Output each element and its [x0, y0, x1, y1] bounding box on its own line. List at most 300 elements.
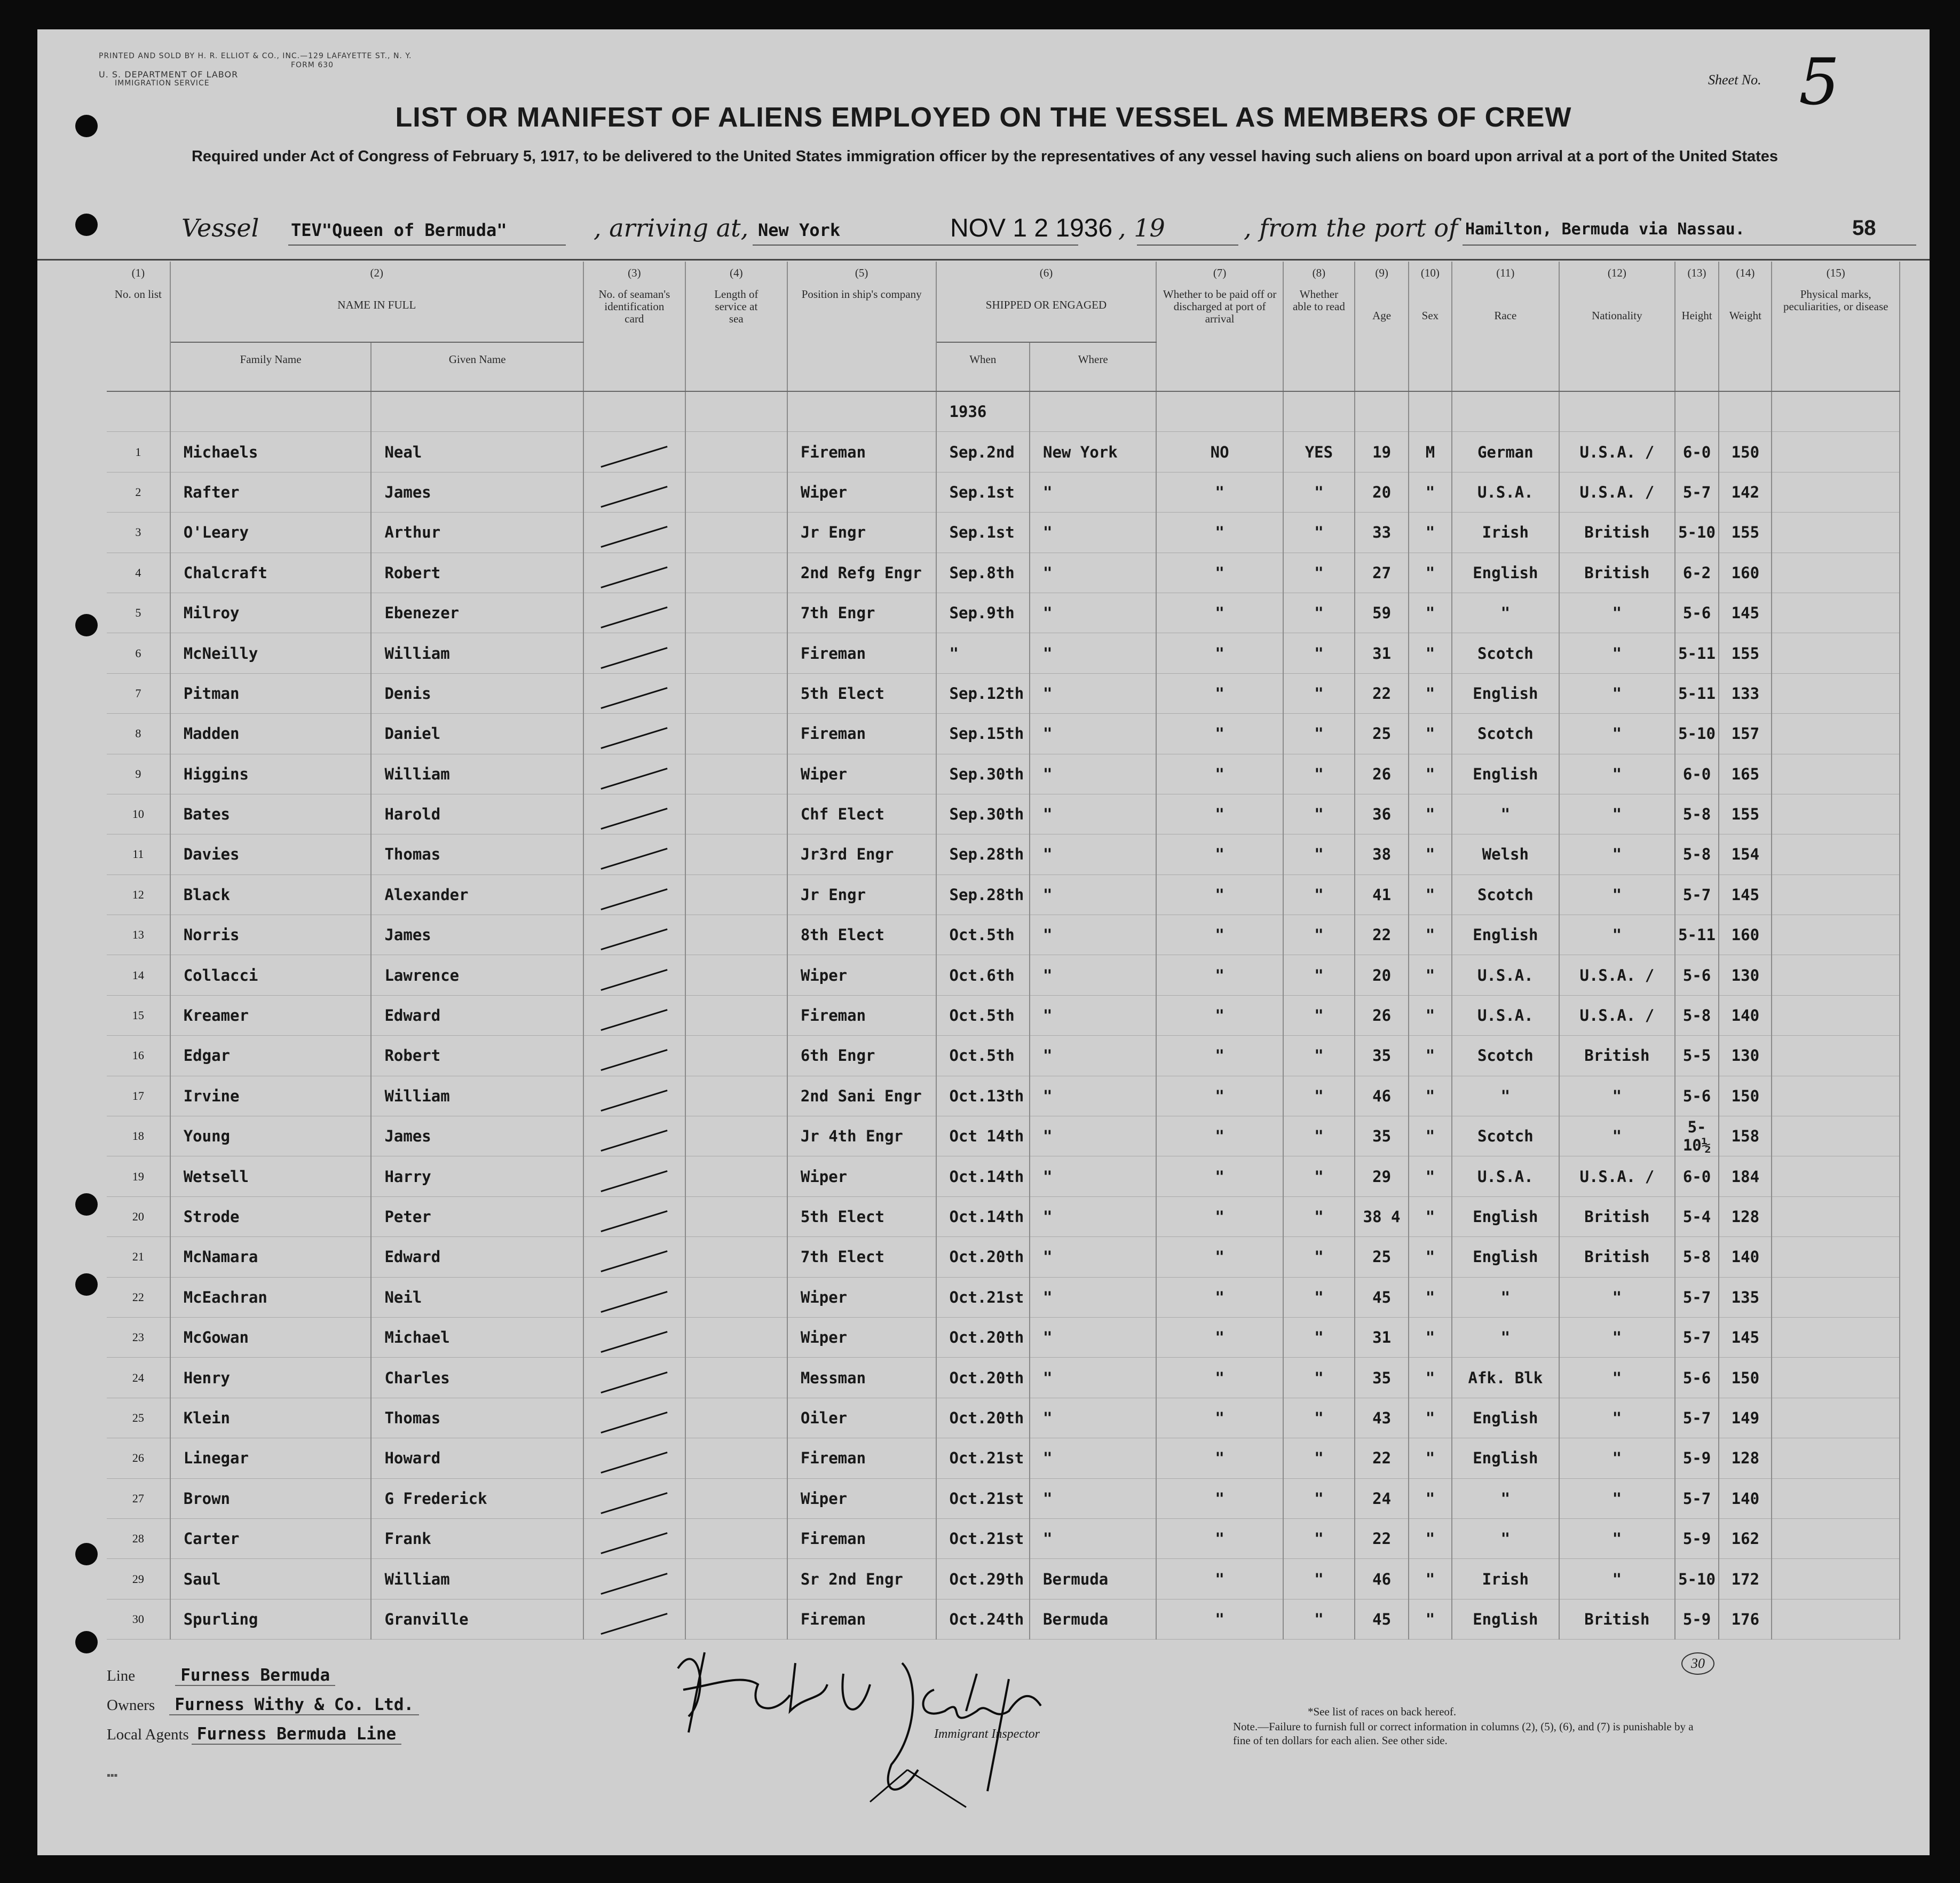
sex: " — [1409, 1076, 1452, 1116]
vessel-value: TEV"Queen of Bermuda" — [291, 220, 507, 240]
col8-number: (8) — [1283, 262, 1355, 288]
col14-number: (14) — [1719, 262, 1772, 288]
check-slash-mark — [601, 1372, 668, 1393]
position: Fireman — [787, 1599, 936, 1639]
age: 35 — [1355, 1358, 1409, 1398]
row-number: 23 — [107, 1317, 170, 1357]
race: English — [1452, 1237, 1559, 1277]
page-subtitle: Required under Act of Congress of February 5, 1917, to be delivered to the United States immigration officer by the representatives of any vessel having such aliens on board upon arrival at a port of the United States — [191, 148, 1779, 165]
given-name-header: Given Name — [371, 342, 583, 391]
punch-hole — [75, 1193, 98, 1216]
weight: 145 — [1719, 593, 1772, 633]
given-name: Granville — [371, 1599, 583, 1639]
nationality: " — [1559, 633, 1675, 673]
nationality: " — [1559, 874, 1675, 915]
shipped-where: " — [1030, 1438, 1156, 1478]
given-name: James — [371, 472, 583, 512]
sex: " — [1409, 955, 1452, 995]
punch-hole — [75, 614, 98, 636]
given-name: Robert — [371, 1036, 583, 1076]
physical-marks — [1772, 1358, 1900, 1398]
given-name: Thomas — [371, 1398, 583, 1438]
service-length — [685, 513, 787, 553]
given-name: James — [371, 915, 583, 955]
service-length — [685, 1438, 787, 1478]
race: Irish — [1452, 513, 1559, 553]
check-slash-mark — [601, 606, 668, 628]
check-slash-mark — [601, 1532, 668, 1554]
race: German — [1452, 432, 1559, 472]
nationality: " — [1559, 834, 1675, 874]
col9-number: (9) — [1355, 262, 1409, 288]
footer-agents-row — [107, 1724, 401, 1744]
family-name: Bates — [170, 794, 372, 834]
check-slash-mark — [601, 808, 668, 830]
check-slash-mark — [601, 1573, 668, 1595]
age: 46 — [1355, 1559, 1409, 1599]
row-number: 8 — [107, 714, 170, 754]
row-number: 27 — [107, 1478, 170, 1518]
table-row — [107, 1438, 1900, 1478]
sex: " — [1409, 1317, 1452, 1357]
seaman-id-card — [583, 1478, 685, 1518]
height: 5-9 — [1675, 1438, 1719, 1478]
given-name: William — [371, 1559, 583, 1599]
sex: " — [1409, 673, 1452, 713]
height: 5-9 — [1675, 1518, 1719, 1558]
able-to-read: " — [1283, 874, 1355, 915]
service-length — [685, 432, 787, 472]
nationality: U.S.A. / — [1559, 995, 1675, 1035]
position: Fireman — [787, 995, 936, 1035]
age: 25 — [1355, 714, 1409, 754]
height: 5-10 — [1675, 1559, 1719, 1599]
service-length — [685, 955, 787, 995]
weight: 158 — [1719, 1116, 1772, 1156]
shipped-when: Sep.12th — [936, 673, 1030, 713]
nationality: British — [1559, 1599, 1675, 1639]
shipped-when: Oct.14th — [936, 1196, 1030, 1236]
shipped-where: " — [1030, 1156, 1156, 1196]
weight: 160 — [1719, 553, 1772, 593]
family-name: McNamara — [170, 1237, 372, 1277]
paid-off: " — [1156, 1156, 1283, 1196]
weight: 130 — [1719, 1036, 1772, 1076]
shipped-when: Oct.29th — [936, 1559, 1030, 1599]
paid-off: " — [1156, 995, 1283, 1035]
seaman-id-card — [583, 1237, 685, 1277]
shipped-where: " — [1030, 513, 1156, 553]
weight: 130 — [1719, 955, 1772, 995]
family-name: Henry — [170, 1358, 372, 1398]
seaman-id-card — [583, 633, 685, 673]
position: Wiper — [787, 1156, 936, 1196]
where-header: Where — [1030, 342, 1156, 391]
physical-marks — [1772, 834, 1900, 874]
col3-header: No. of seaman's identification card — [583, 288, 685, 391]
service-length — [685, 472, 787, 512]
position: Wiper — [787, 1317, 936, 1357]
footer-line-row — [107, 1666, 335, 1685]
seaman-id-card — [583, 714, 685, 754]
table-row — [107, 1116, 1900, 1156]
age: 26 — [1355, 995, 1409, 1035]
table-row — [107, 915, 1900, 955]
position: Fireman — [787, 1438, 936, 1478]
position: Fireman — [787, 1518, 936, 1558]
weight: 176 — [1719, 1599, 1772, 1639]
able-to-read: " — [1283, 1036, 1355, 1076]
age: 22 — [1355, 673, 1409, 713]
physical-marks — [1772, 714, 1900, 754]
paid-off: " — [1156, 1116, 1283, 1156]
when-header: When — [936, 342, 1030, 391]
weight: 128 — [1719, 1196, 1772, 1236]
position: Jr Engr — [787, 513, 936, 553]
race: English — [1452, 754, 1559, 794]
shipped-where: " — [1030, 1398, 1156, 1438]
sex: " — [1409, 1599, 1452, 1639]
family-name: Milroy — [170, 593, 372, 633]
shipped-where: " — [1030, 874, 1156, 915]
shipped-when: Oct.24th — [936, 1599, 1030, 1639]
physical-marks — [1772, 1559, 1900, 1599]
shipped-when: Oct.21st — [936, 1478, 1030, 1518]
family-name: Linegar — [170, 1438, 372, 1478]
seaman-id-card — [583, 1398, 685, 1438]
shipped-when: Sep.30th — [936, 794, 1030, 834]
service-length — [685, 1559, 787, 1599]
check-slash-mark — [601, 1412, 668, 1433]
physical-marks — [1772, 1237, 1900, 1277]
table-row — [107, 1076, 1900, 1116]
service-length — [685, 915, 787, 955]
physical-marks — [1772, 874, 1900, 915]
age: 45 — [1355, 1599, 1409, 1639]
check-slash-mark — [601, 1452, 668, 1474]
nationality: U.S.A. / — [1559, 472, 1675, 512]
given-name: William — [371, 754, 583, 794]
nationality: " — [1559, 1358, 1675, 1398]
position: 8th Elect — [787, 915, 936, 955]
shipped-where: " — [1030, 1277, 1156, 1317]
physical-marks — [1772, 553, 1900, 593]
row-number: 1 — [107, 432, 170, 472]
table-row — [107, 633, 1900, 673]
check-slash-mark — [601, 727, 668, 749]
shipped-where: " — [1030, 593, 1156, 633]
age: 22 — [1355, 1518, 1409, 1558]
line-value: Furness Bermuda — [175, 1666, 335, 1686]
given-name: Denis — [371, 673, 583, 713]
shipped-where: New York — [1030, 432, 1156, 472]
seaman-id-card — [583, 915, 685, 955]
given-name: Peter — [371, 1196, 583, 1236]
race: English — [1452, 553, 1559, 593]
sex: " — [1409, 633, 1452, 673]
weight: 150 — [1719, 432, 1772, 472]
col7-header: Whether to be paid off or discharged at port of arrival — [1156, 288, 1283, 391]
punch-hole — [75, 1543, 98, 1565]
paid-off: " — [1156, 1599, 1283, 1639]
shipped-when: Sep.9th — [936, 593, 1030, 633]
nationality: " — [1559, 1478, 1675, 1518]
sex: " — [1409, 1196, 1452, 1236]
sex: " — [1409, 1116, 1452, 1156]
given-name: Edward — [371, 995, 583, 1035]
paid-off: " — [1156, 1277, 1283, 1317]
physical-marks — [1772, 1317, 1900, 1357]
race: Scotch — [1452, 874, 1559, 915]
given-name: Thomas — [371, 834, 583, 874]
given-name: Edward — [371, 1237, 583, 1277]
age: 25 — [1355, 1237, 1409, 1277]
sex: " — [1409, 794, 1452, 834]
owners-value: Furness Withy & Co. Ltd. — [169, 1695, 419, 1715]
inspector-signature — [667, 1631, 1073, 1813]
col6-header: SHIPPED OR ENGAGED — [936, 288, 1157, 342]
check-slash-mark — [601, 566, 668, 588]
nationality: U.S.A. / — [1559, 1156, 1675, 1196]
weight: 145 — [1719, 1317, 1772, 1357]
able-to-read: " — [1283, 472, 1355, 512]
shipped-when: Sep.1st — [936, 513, 1030, 553]
check-slash-mark — [601, 1130, 668, 1152]
vessel-line — [181, 214, 1916, 251]
height: 5-6 — [1675, 1358, 1719, 1398]
age: 38 4 — [1355, 1196, 1409, 1236]
able-to-read: " — [1283, 1599, 1355, 1639]
height: 5-11 — [1675, 633, 1719, 673]
family-name: Wetsell — [170, 1156, 372, 1196]
col6-number: (6) — [936, 262, 1157, 288]
year-label: , 19 — [1118, 214, 1165, 242]
shipped-where: " — [1030, 472, 1156, 512]
shipped-where: " — [1030, 955, 1156, 995]
seaman-id-card — [583, 432, 685, 472]
able-to-read: " — [1283, 794, 1355, 834]
table-row — [107, 794, 1900, 834]
shipped-where: Bermuda — [1030, 1599, 1156, 1639]
row-number: 29 — [107, 1559, 170, 1599]
able-to-read: " — [1283, 1196, 1355, 1236]
position: Wiper — [787, 472, 936, 512]
col1-number: (1) — [107, 262, 170, 288]
position: Wiper — [787, 955, 936, 995]
family-name: Collacci — [170, 955, 372, 995]
row-number: 17 — [107, 1076, 170, 1116]
position: 5th Elect — [787, 1196, 936, 1236]
shipped-where: " — [1030, 1196, 1156, 1236]
seaman-id-card — [583, 673, 685, 713]
row-number: 4 — [107, 553, 170, 593]
position: 6th Engr — [787, 1036, 936, 1076]
family-name: Norris — [170, 915, 372, 955]
check-slash-mark — [601, 1049, 668, 1071]
height: 5-10 — [1675, 513, 1719, 553]
table-row — [107, 834, 1900, 874]
able-to-read: " — [1283, 714, 1355, 754]
height: 6-0 — [1675, 432, 1719, 472]
table-row — [107, 1196, 1900, 1236]
nationality: " — [1559, 1438, 1675, 1478]
height: 5-5 — [1675, 1036, 1719, 1076]
table-row — [107, 1559, 1900, 1599]
able-to-read: YES — [1283, 432, 1355, 472]
physical-marks — [1772, 1599, 1900, 1639]
shipped-where: " — [1030, 1116, 1156, 1156]
sex: " — [1409, 915, 1452, 955]
shipped-where: " — [1030, 794, 1156, 834]
shipped-when: Oct.20th — [936, 1358, 1030, 1398]
physical-marks — [1772, 1156, 1900, 1196]
sex: " — [1409, 1156, 1452, 1196]
row-number: 9 — [107, 754, 170, 794]
position: Jr Engr — [787, 874, 936, 915]
col13-header: Height — [1675, 288, 1719, 391]
sex: " — [1409, 1478, 1452, 1518]
col5-header: Position in ship's company — [787, 288, 936, 391]
paid-off: " — [1156, 915, 1283, 955]
given-name: Daniel — [371, 714, 583, 754]
table-row — [107, 1237, 1900, 1277]
family-name: McEachran — [170, 1277, 372, 1317]
table-row — [107, 1277, 1900, 1317]
service-length — [685, 834, 787, 874]
check-slash-mark — [601, 768, 668, 790]
check-slash-mark — [601, 848, 668, 870]
arriving-label: , arriving at, — [594, 214, 749, 242]
race: U.S.A. — [1452, 955, 1559, 995]
age: 35 — [1355, 1116, 1409, 1156]
able-to-read: " — [1283, 754, 1355, 794]
printer-imprint: PRINTED AND SOLD BY H. R. ELLIOT & CO., INC.—129 LAFAYETTE ST., N. Y. FORM 630 U. S. DEPARTMENT OF LABOR IMMIGRATION SERVICE — [99, 52, 412, 88]
height: 5-7 — [1675, 874, 1719, 915]
shipped-where: " — [1030, 754, 1156, 794]
weight: 135 — [1719, 1277, 1772, 1317]
sex: " — [1409, 1036, 1452, 1076]
paid-off: " — [1156, 754, 1283, 794]
table-row — [107, 1478, 1900, 1518]
family-name: Klein — [170, 1398, 372, 1438]
sex: " — [1409, 1438, 1452, 1478]
race: Irish — [1452, 1559, 1559, 1599]
table-row — [107, 754, 1900, 794]
age: 26 — [1355, 754, 1409, 794]
shipped-when: Oct.14th — [936, 1156, 1030, 1196]
weight: 155 — [1719, 633, 1772, 673]
paid-off: " — [1156, 1559, 1283, 1599]
paid-off: " — [1156, 1398, 1283, 1438]
shipped-where: " — [1030, 1036, 1156, 1076]
service-length — [685, 995, 787, 1035]
family-name: Young — [170, 1116, 372, 1156]
family-name-header: Family Name — [170, 342, 372, 391]
race: " — [1452, 1277, 1559, 1317]
agents-label: Local Agents — [107, 1726, 189, 1743]
given-name: Harry — [371, 1156, 583, 1196]
position: Fireman — [787, 432, 936, 472]
nationality: " — [1559, 593, 1675, 633]
seaman-id-card — [583, 1156, 685, 1196]
shipped-when: Oct.20th — [936, 1398, 1030, 1438]
physical-marks — [1772, 1116, 1900, 1156]
check-slash-mark — [601, 526, 668, 548]
physical-marks — [1772, 1036, 1900, 1076]
age: 35 — [1355, 1036, 1409, 1076]
sex: " — [1409, 1398, 1452, 1438]
family-name: O'Leary — [170, 513, 372, 553]
able-to-read: " — [1283, 1559, 1355, 1599]
paid-off: " — [1156, 1317, 1283, 1357]
sex: " — [1409, 472, 1452, 512]
table-row — [107, 714, 1900, 754]
shipped-when: Oct.21st — [936, 1518, 1030, 1558]
given-name: Michael — [371, 1317, 583, 1357]
weight: 160 — [1719, 915, 1772, 955]
able-to-read: " — [1283, 593, 1355, 633]
sex: " — [1409, 1518, 1452, 1558]
check-slash-mark — [601, 1170, 668, 1192]
sex: " — [1409, 1559, 1452, 1599]
col4-number: (4) — [685, 262, 787, 288]
sex: " — [1409, 995, 1452, 1035]
physical-marks — [1772, 593, 1900, 633]
given-name: Frank — [371, 1518, 583, 1558]
position: Jr 4th Engr — [787, 1116, 936, 1156]
seaman-id-card — [583, 593, 685, 633]
nationality: British — [1559, 1196, 1675, 1236]
page-title: LIST OR MANIFEST OF ALIENS EMPLOYED ON THE VESSEL AS MEMBERS OF CREW — [395, 102, 1572, 133]
position: Wiper — [787, 1478, 936, 1518]
table-row — [107, 1156, 1900, 1196]
paid-off: " — [1156, 1076, 1283, 1116]
service-length — [685, 1478, 787, 1518]
physical-marks — [1772, 472, 1900, 512]
nationality: " — [1559, 1076, 1675, 1116]
shipped-where: " — [1030, 1478, 1156, 1518]
age: 43 — [1355, 1398, 1409, 1438]
family-name: Carter — [170, 1518, 372, 1558]
able-to-read: " — [1283, 955, 1355, 995]
fine-note: Note.—Failure to furnish full or correct information in columns (2), (5), (6), and (7) is punishable by a fine of ten dollars for each alien. See other side. — [1233, 1720, 1694, 1747]
race: U.S.A. — [1452, 995, 1559, 1035]
given-name: Alexander — [371, 874, 583, 915]
printer-mark: ▪▪▪ — [107, 1772, 118, 1778]
row-number: 18 — [107, 1116, 170, 1156]
sex: " — [1409, 1277, 1452, 1317]
shipped-when: Sep.1st — [936, 472, 1030, 512]
check-slash-mark — [601, 928, 668, 950]
row-number: 25 — [107, 1398, 170, 1438]
physical-marks — [1772, 633, 1900, 673]
corner-mark: 58 — [1852, 216, 1876, 240]
nationality: British — [1559, 513, 1675, 553]
inspector-label: Immigrant Inspector — [934, 1727, 1040, 1741]
col8-header: Whether able to read — [1283, 288, 1355, 391]
check-slash-mark — [601, 647, 668, 669]
nationality: " — [1559, 754, 1675, 794]
service-length — [685, 673, 787, 713]
arriving-value: New York — [758, 220, 841, 240]
family-name: Higgins — [170, 754, 372, 794]
age: 29 — [1355, 1156, 1409, 1196]
physical-marks — [1772, 754, 1900, 794]
paid-off: " — [1156, 593, 1283, 633]
shipped-where: " — [1030, 553, 1156, 593]
row-number: 12 — [107, 874, 170, 915]
height: 6-0 — [1675, 1156, 1719, 1196]
